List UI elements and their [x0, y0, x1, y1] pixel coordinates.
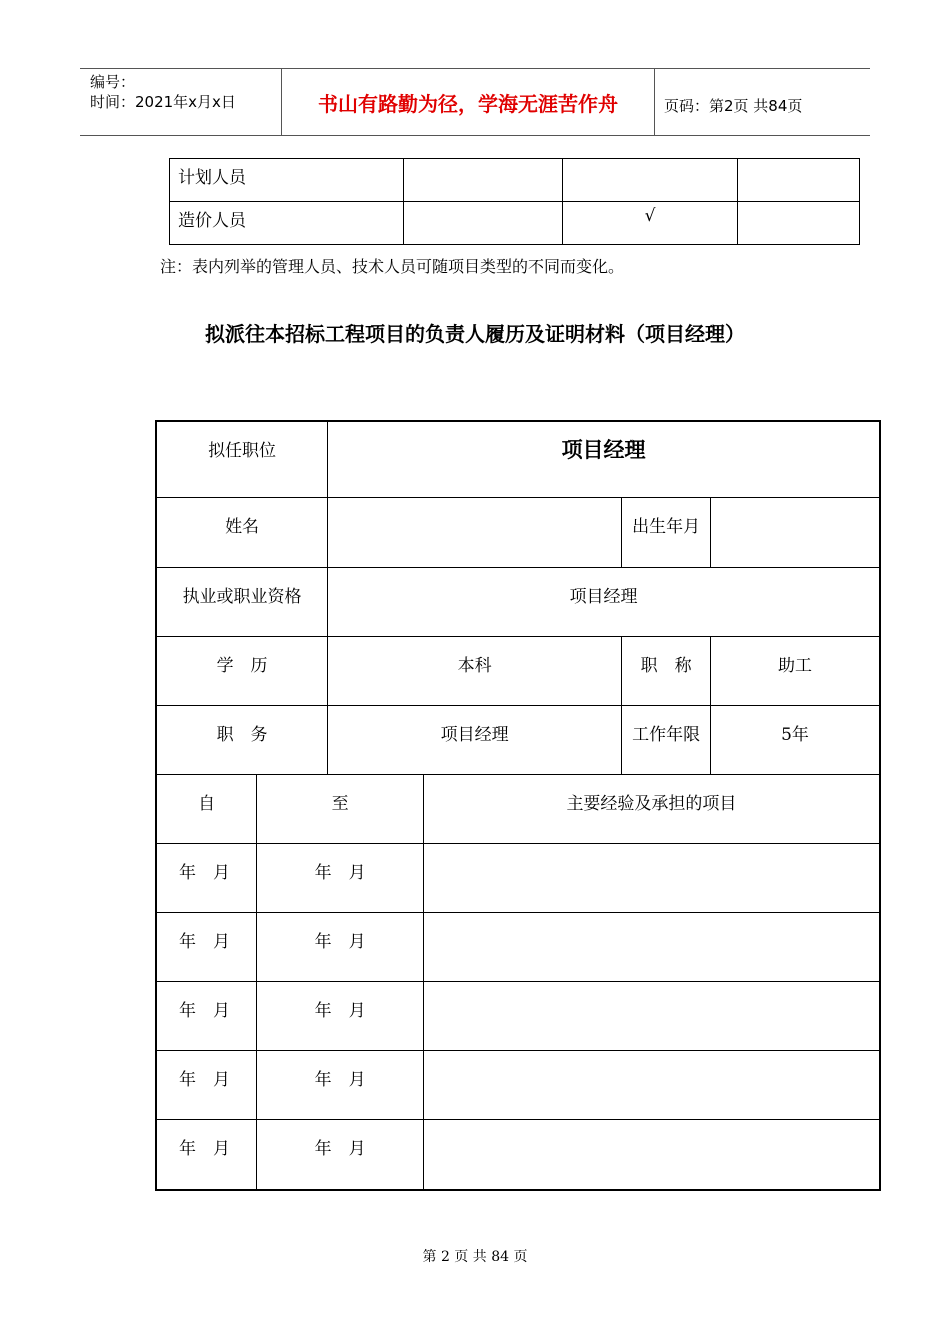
title-label: 职 称	[622, 636, 711, 705]
table-row	[156, 497, 880, 567]
history-to: 年 月	[257, 912, 424, 981]
years-label: 工作年限	[622, 705, 711, 774]
history-projects	[423, 1119, 880, 1190]
history-from: 年 月	[156, 981, 257, 1050]
staff-role-cell: 造价人员	[170, 202, 404, 245]
staff-cell	[404, 159, 563, 202]
date-label: 时间：2021年x月x日	[90, 93, 236, 111]
history-to: 年 月	[257, 1050, 424, 1119]
name-value	[328, 497, 622, 567]
table-row	[156, 843, 880, 912]
table-row	[156, 636, 880, 705]
header-divider-2	[654, 69, 655, 136]
serial-label: 编号：	[90, 73, 136, 91]
section-title: 拟派往本招标工程项目的负责人履历及证明材料（项目经理）	[205, 322, 745, 346]
history-projects	[423, 843, 880, 912]
duty-value: 项目经理	[328, 705, 622, 774]
history-from: 年 月	[156, 843, 257, 912]
table-row	[170, 159, 860, 202]
history-from: 年 月	[156, 912, 257, 981]
education-label: 学 历	[156, 636, 328, 705]
staff-cell	[738, 202, 860, 245]
resume-table	[155, 420, 881, 1191]
table-row	[156, 774, 880, 843]
table-row	[156, 421, 880, 497]
table-row	[156, 567, 880, 636]
history-projects	[423, 1050, 880, 1119]
history-to: 年 月	[257, 1119, 424, 1190]
history-to: 年 月	[257, 843, 424, 912]
page-footer: 第 2 页 共 84 页	[422, 1249, 528, 1265]
from-header: 自	[156, 774, 257, 843]
position-label: 拟任职位	[156, 421, 328, 497]
page-label: 页码：第2页 共84页	[664, 97, 803, 115]
table-row	[170, 202, 860, 245]
header-bottom-rule	[80, 135, 870, 136]
check-mark: √	[563, 202, 738, 245]
birth-value	[710, 497, 880, 567]
table-row	[156, 981, 880, 1050]
duty-label: 职 务	[156, 705, 328, 774]
staff-cell	[404, 202, 563, 245]
history-projects	[423, 981, 880, 1050]
table-row	[156, 1050, 880, 1119]
motto: 书山有路勤为径，学海无涯苦作舟	[318, 92, 618, 116]
projects-header: 主要经验及承担的项目	[423, 774, 880, 843]
qualification-value: 项目经理	[328, 567, 880, 636]
staff-cell	[738, 159, 860, 202]
birth-label: 出生年月	[622, 497, 711, 567]
to-header: 至	[257, 774, 424, 843]
history-to: 年 月	[257, 981, 424, 1050]
history-from: 年 月	[156, 1119, 257, 1190]
education-value: 本科	[328, 636, 622, 705]
table-row	[156, 705, 880, 774]
years-value: 5年	[710, 705, 880, 774]
name-label: 姓名	[156, 497, 328, 567]
table-note: 注：表内列举的管理人员、技术人员可随项目类型的不同而变化。	[160, 257, 625, 276]
staff-cell	[563, 159, 738, 202]
staff-table	[169, 158, 860, 245]
header-top-rule	[80, 68, 870, 69]
table-row	[156, 912, 880, 981]
qualification-label: 执业或职业资格	[156, 567, 328, 636]
staff-role-cell: 计划人员	[170, 159, 404, 202]
title-value: 助工	[710, 636, 880, 705]
position-value: 项目经理	[328, 421, 880, 497]
history-from: 年 月	[156, 1050, 257, 1119]
history-projects	[423, 912, 880, 981]
table-row	[156, 1119, 880, 1190]
